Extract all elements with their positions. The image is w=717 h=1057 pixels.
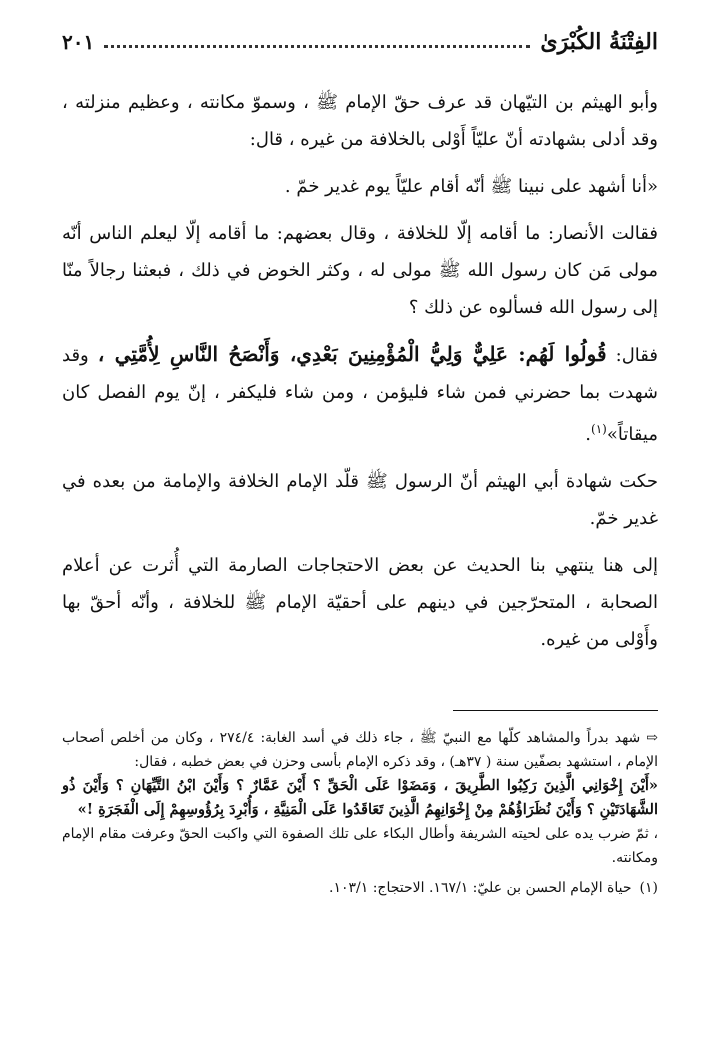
paragraph-testimony: «أنا أشهد على نبينا ﷺ أنّه أقام عليّاً يوم غدير خمّ . <box>284 176 658 197</box>
footnote-separator <box>453 710 658 711</box>
footnote-continuation-text: شهد بدراً والمشاهد كلّها مع النبيّ ﷺ ، جاء ذلك في أسد الغابة: ٢٧٤/٤ ، وكان من أخلص أصحاب الإمام ، استشهد بصفّين سنة ( ٣٧هـ) ، وقد ذكره الإمام بأسى وحزن في بعض خطبه ، فقال: <box>62 730 658 770</box>
page-header <box>62 26 658 58</box>
footnote-ref-1[interactable]: (١) <box>591 422 607 436</box>
paragraph-conclusion-testimony: حكت شهادة أبي الهيثم أنّ الرسول ﷺ قلّد الإمام الخلافة والإمامة من بعده في غدير خمّ. <box>62 471 658 529</box>
paragraph-closing: إلى هنا ينتهي بنا الحديث عن بعض الاحتجاجات الصارمة التي أُثرت عن أعلام الصحابة ، المتحرّجين في دينهم على أحقيّة الإمام ﷺ للخلافة ، وأنّه أحقّ بها وأَوْلى من غيره. <box>62 555 658 650</box>
paragraph-abu-haytham: وأبو الهيثم بن التيّهان قد عرف حقّ الإمام ﷺ ، وسموّ مكانته ، وعظيم منزلته ، وقد أدلى بشهادته أنّ عليّاً أَوْلى بالخلافة من غيره ، قال: <box>62 92 658 150</box>
saying-rest: وقد شهدت بما حضرني فمن شاء فليؤمن ، ومن شاء فليكفر ، إنّ يوم الفصل كان ميقاتاً» <box>62 345 658 445</box>
footnote-tail: ، ثمّ ضرب يده على لحيته الشريفة وأطال البكاء على تلك الصفوة التي واكبت الحقّ وعرفت مقام الإمام ومكانته. <box>62 826 658 866</box>
saying-lead: فقال: <box>606 345 659 366</box>
continuation-arrow-icon: ⇨ <box>646 730 658 746</box>
footnote-1-number: (١) <box>639 880 658 896</box>
main-text <box>62 84 658 668</box>
footnote-1 <box>62 876 658 900</box>
footnotes <box>62 726 658 900</box>
saying-end: . <box>585 424 591 445</box>
paragraph-prophet-saying <box>62 336 658 453</box>
paragraph-ansar: فقالت الأنصار: ما أقامه إلّا للخلافة ، وقال بعضهم: ما أقامه إلّا ليعلم الناس أنّه مولى مَن كان رسول الله ﷺ مولى له ، وكثر الخوض في ذلك ، فبعثنا رجالاً منّا إلى رسول الله فسألوه عن ذلك ؟ <box>62 223 658 318</box>
footnote-imam-quote: «أَيْنَ إِخْوَانِي الَّذِينَ رَكِبُوا الطَّرِيقَ ، وَمَضَوْا عَلَى الْحَقِّ ؟ أَيْنَ عَمَّارٌ ؟ وَأَيْنَ ابْنُ التَّيِّهَانِ ؟ وَأَيْنَ ذُو الشَّهَادَتَيْنِ ؟ وَأَيْنَ نُظَرَاؤُهُمْ مِنْ إِخْوَانِهِمُ الَّذِينَ تَعَاقَدُوا عَلَى الْمَنِيَّةِ ، وَأُبْرِدَ بِرُؤُوسِهِمْ إِلَى الْفَجَرَةِ !» <box>62 777 658 818</box>
header-dot-leader <box>104 45 530 48</box>
page-number: ٢٠١ <box>62 30 95 54</box>
footnote-continuation <box>62 726 658 774</box>
prophet-saying-highlight: قُولُوا لَهُم: عَلِيٌّ وَلِيُّ الْمُؤْمِنِينَ بَعْدِي، وَأَنْصَحُ النَّاسِ لِأُمَّتِي ، <box>97 342 607 366</box>
book-page <box>62 0 658 1057</box>
running-title: الفِتْنَةُ الكُبْرَىٰ <box>540 29 658 55</box>
footnote-1-text: حياة الإمام الحسن بن عليّ: ١٦٧/١. الاحتجاج: ١٠٣/١. <box>329 880 632 896</box>
